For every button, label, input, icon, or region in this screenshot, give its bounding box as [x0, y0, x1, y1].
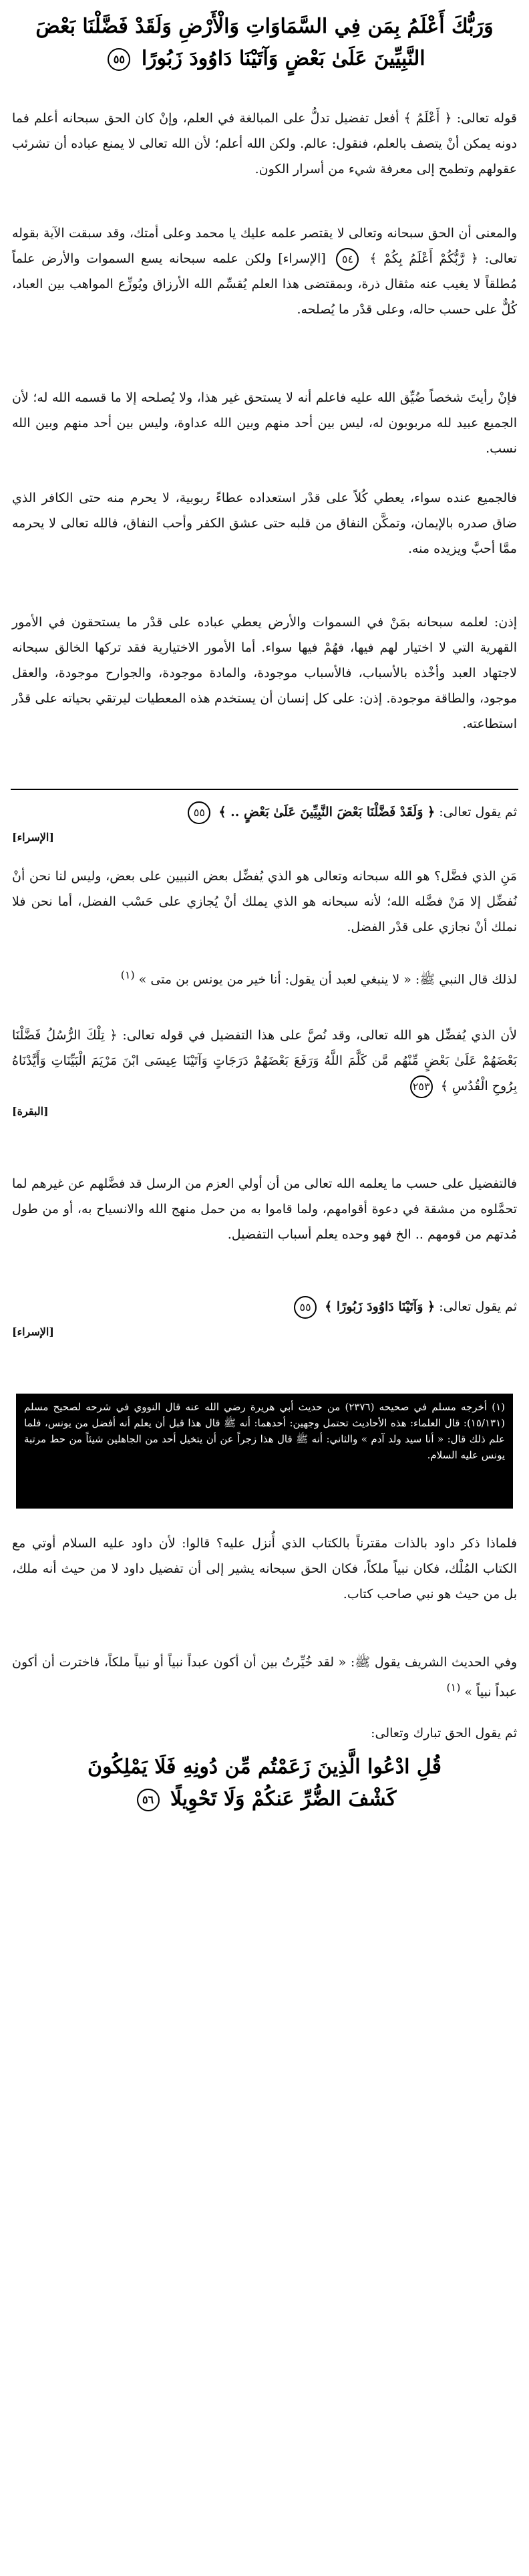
paragraph-8-ayah-number: ٢٥٣ [410, 1075, 433, 1098]
quote-2-source: [الإسراء] [12, 1325, 54, 1338]
paragraph-4: فالجميع عنده سواء، يعطي كُلاً على قدْر استعداده عطاءً ربوبية، لا يحرم منه حتى الكافر الذي ضاق صدره بالإيمان، وتمكَّن النفاق من قلبه حتى عشق الكفر وأحب النفاق، فالله تعالى لا يحرمه ممَّا أحبَّ ويزيده منه. [12, 491, 517, 556]
quote-1-ayah-number: ٥٥ [188, 801, 210, 824]
bottom-verse-line2-text: كَشْفَ الضُّرِّ عَنكُمْ وَلَا تَحْوِيلًا [170, 1787, 397, 1811]
paragraph-2-ayah-number: ٥٤ [336, 248, 359, 271]
paragraph-7-text: لذلك قال النبي ﷺ: « لا ينبغي لعبد أن يقول: أنا خير من يونس بن متى » [138, 972, 517, 987]
quote-1-source: [الإسراء] [12, 831, 54, 844]
paragraph-8-source: [البقرة] [12, 1105, 49, 1118]
paragraph-9: فالتفضيل على حسب ما يعلمه الله تعالى من أن أولي العزم من الرسل قد فضَّلهم عن غيرهم لما تحمَّلوه من مشقة في دعوة أقوامهم، ولما قاموا به من حمل منهج الله والانسياح به، أو من طول مُدتهم من قومهم .. الخ فهو وحده يعلم أسباب التفضيل. [12, 1176, 517, 1242]
paragraph-10: فلماذا ذكر داود بالذات مقترناً بالكتاب الذي أُنزل عليه؟ قالوا: لأن داود عليه السلام أوتي مع الكتاب المُلْك، فكان نبياً ملكاً، فكان الحق سبحانه يشير إلى أن تفضيل داود لا من حيث أنه ملك، بل من حيث هو نبي صاحب كتاب. [12, 1536, 517, 1601]
paragraph-7-footnote-ref: (١) [120, 969, 135, 981]
quote-2-ayah-number: ٥٥ [294, 1296, 317, 1319]
bottom-verse-line1: قُلِ ادْعُوا الَّذِينَ زَعَمْتُم مِّن دُونِهِ فَلَا يَمْلِكُونَ [87, 1755, 442, 1779]
footnote-box: (١) أخرجه مسلم في صحيحه (٢٣٧٦) من حديث أبي هريرة رضي الله عنه قال النووي في شرحه لصحيح مسلم (١٥/١٣١): قال العلماء: هذه الأحاديث تحتمل وجهين: أحدهما: أنه ﷺ قال هذا قبل أن يعلم أنه أفضل من يونس، فلما علم ذلك قال: « أنا سيد ولد آدم » والثاني: أنه ﷺ قال هذا زجراً عن أن يتخيل أحد من الجاهلين شيئاً من حط مرتبة يونس عليه السلام. [16, 1394, 513, 1509]
section-divider [11, 789, 518, 790]
top-verse-number: ٥٥ [108, 48, 130, 71]
paragraph-11-footnote-ref: (١) [446, 1681, 461, 1694]
paragraph-5: إذن: لعلمه سبحانه بمَنْ في السموات والأرض يعطي عباده على قدْر ما يستحقون في الأمور القهرية التي لا اختيار لهم فيها، فهُمْ فيها سواء. أما الأمور الاختيارية فقد تركها الخالق سبحانه لاجتهاد العبد وأخْذه بالأسباب، فالأسباب موجودة، والمادة موجودة، والجوارح موجودة، والعقل موجود، والطاقة موجودة. إذن: على كل إنسان أن يستخدم هذه المعطيات ليرتقي بحياته على قدْر استطاعته. [12, 615, 517, 731]
paragraph-3: فإنْ رأيتَ شخصاً ضُيِّق الله عليه فاعلم أنه لا يستحق غير هذا، ولا يُصلحه إلا ما قسمه الله له؛ لأن الجميع عبيد لله مربوبون له، ليس بين أحد منهم وبين الله عداوة، وليس بين أحد منهم وبين الله نسب. [12, 390, 517, 456]
quote-2-ayah: ﴿ وَآتَيْنَا دَاوُودَ زَبُورًا ﴾ [325, 1299, 435, 1314]
top-verse-banner [20, 11, 509, 75]
bottom-verse-banner [20, 1751, 509, 1815]
paragraph-2 [12, 221, 517, 322]
paragraph-2-source: [الإسراء] [278, 251, 326, 266]
quote-1-line [12, 799, 517, 850]
paragraph-11 [12, 1650, 517, 1704]
top-verse-line2 [20, 43, 509, 75]
quote-2-intro: ثم يقول تعالى: [439, 1299, 517, 1314]
bottom-verse-line2 [20, 1783, 509, 1815]
paragraph-6: مَنِ الذي فضَّل؟ هو الله سبحانه وتعالى هو الذي يُفضِّل بعض النبيين على بعض، وليس لنا نحن أنْ نُفضِّل إلا مَنْ فضَّله الله؛ لأنه سبحانه هو الذي يملك أنْ يُجازي على حَسْب الفضل، أما نحن فلا نملك أنْ نجازي على قدْر الفضل. [12, 869, 517, 934]
quote-1-intro: ثم يقول تعالى: [439, 805, 517, 819]
bottom-verse-number: ٥٦ [137, 1789, 160, 1811]
paragraph-8-text: لأن الذي يُفضِّل هو الله تعالى، وقد نُصَّ على هذا التفضيل في قوله تعالى: ﴿ تِلْكَ الرُّسُلُ فَضَّلْنَا بَعْضَهُمْ عَلَىٰ بَعْضٍ مِّنْهُم مَّن كَلَّمَ اللَّهُ وَرَفَعَ بَعْضَهُمْ دَرَجَاتٍ وَآتَيْنَا عِيسَى ابْنَ مَرْيَمَ الْبَيِّنَاتِ وَأَيَّدْنَاهُ بِرُوحِ الْقُدُسِ ﴾ [12, 1028, 517, 1093]
paragraph-7 [12, 962, 517, 992]
top-verse-line2-text: النَّبِيِّينَ عَلَىٰ بَعْضٍ وَآتَيْنَا دَاوُودَ زَبُورًا [141, 47, 425, 70]
paragraph-8 [12, 1023, 517, 1124]
paragraph-11-text: وفي الحديث الشريف يقول ﷺ: « لقد خُيِّرتُ بين أن أكون عبداً نبياً أو نبياً ملكاً، فاخترت أن أكون عبداً نبياً » [12, 1655, 517, 1700]
quote-2-line [12, 1294, 517, 1345]
paragraph-1: قوله تعالى: ﴿ أَعْلَمُ ﴾ أفعل تفضيل تدلُّ على المبالغة في العلم، وإنْ كان الحق سبحانه أعلم فما دونه يمكن أنْ يتصف بالعلم، فنقول: عالم. ولكن الله أعلم؛ لأن الله تعالى لا يمنع عباده أن تشرئب عقولهم وتطمح إلى معرفة شيء من أسرار الكون. [12, 111, 517, 176]
paragraph-2-continuation: ولكن علمه سبحانه يسع السموات والأرض علماً مُطلقاً لا يغيب عنه مثقال ذرة، وبمقتضى هذا العلم يُقسِّم الله الأرزاق ويُوزِّع المواهب بين العباد، كُلٌّ على حسب حاله، وعلى قدْر ما يُصلحه. [12, 251, 517, 317]
paragraph-12: ثم يقول الحق تبارك وتعالى: [371, 1726, 517, 1741]
top-verse-line1: وَرَبُّكَ أَعْلَمُ بِمَن فِي السَّمَاوَاتِ وَالْأَرْضِ وَلَقَدْ فَضَّلْنَا بَعْضَ [35, 15, 494, 38]
paragraph-2-text: والمعنى أن الحق سبحانه وتعالى لا يقتصر علمه عليك يا محمد وعلى أمتك، وقد سبقت الآية بقوله تعالى: ﴿ رَّبُّكُمْ أَعْلَمُ بِكُمْ ﴾ [12, 226, 517, 266]
quote-1-ayah: ﴿ وَلَقَدْ فَضَّلْنَا بَعْضَ النَّبِيِّينَ عَلَىٰ بَعْضٍ .. ﴾ [218, 805, 435, 819]
